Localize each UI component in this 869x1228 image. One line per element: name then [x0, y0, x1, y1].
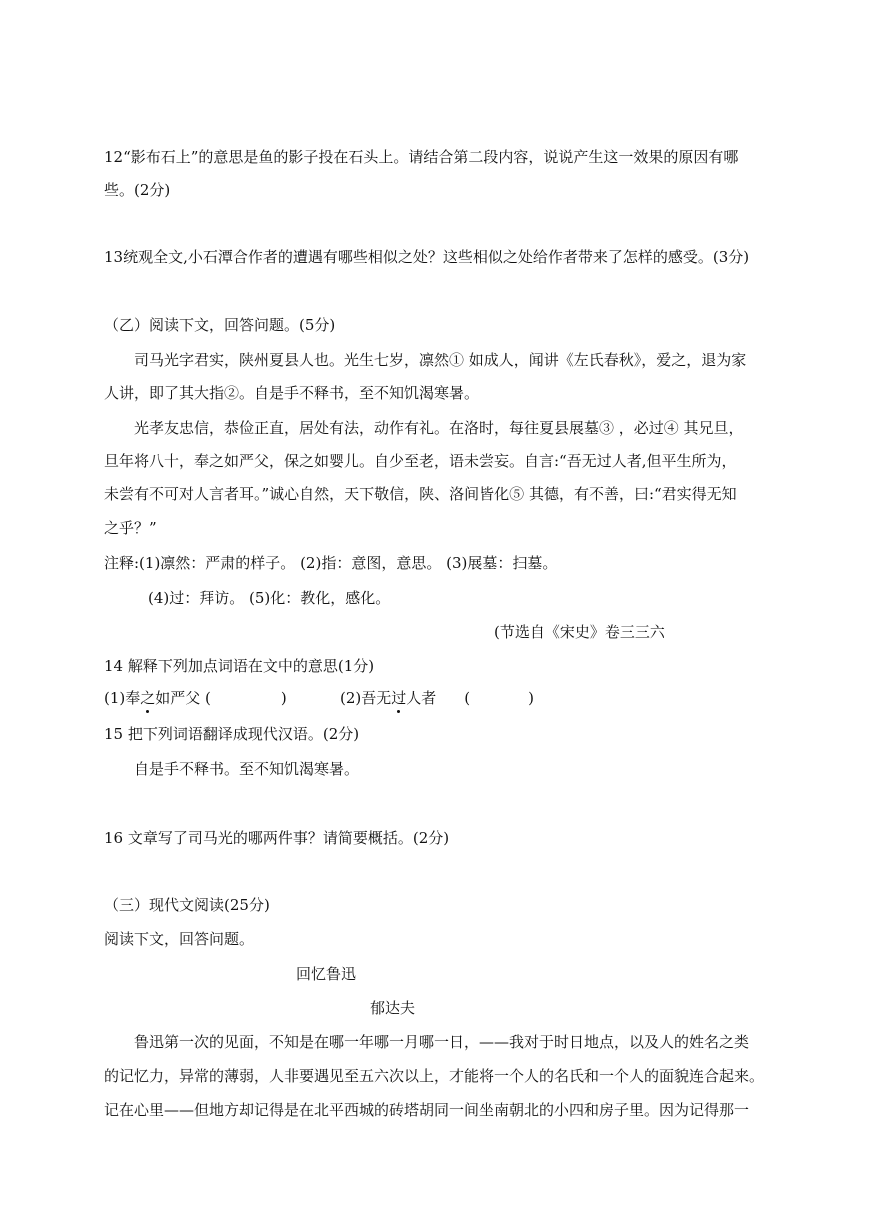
- q14-item-2: [340, 688, 534, 708]
- q14-item-2-close-paren: ): [528, 689, 534, 707]
- part-b-paragraph-2-line-2: 旦年将八十，奉之如严父，保之如婴儿。自少至老，语未尝妄。自言:“吾无过人者,但平生所为，: [104, 452, 737, 470]
- part-b-heading: （乙）阅读下文，回答问题。(5分): [104, 316, 336, 334]
- q12-line-1: 12“影布石上”的意思是鱼的影子投在石头上。请结合第二段内容，说说产生这一效果的原因有哪: [104, 148, 739, 166]
- article-paragraph-1-line-1: 鲁迅第一次的见面，不知是在哪一年哪一月哪一日，——我对于时日地点，以及人的姓名之类: [134, 1033, 750, 1051]
- notes-line-1: 注释:(1)凛然：严肃的样子。 (2)指：意图，意思。 (3)展墓：扫墓。: [104, 554, 558, 572]
- part-b-paragraph-2-line-3: 未尝有不可对人言者耳。”诚心自然，天下敬信，陕、洛间皆化⑤ 其德，有不善，曰:“君实得无知: [104, 485, 737, 503]
- q12-line-2: 些。(2分): [104, 181, 171, 199]
- part-b-paragraph-1-line-2: 人讲，即了其大指②。自是手不释书，至不知饥渴寒暑。: [104, 384, 480, 402]
- q16-title: 16 文章写了司马光的哪两件事？请简要概括。(2分): [104, 829, 450, 847]
- article-paragraph-1-line-3: 记在心里——但地方却记得是在北平西城的砖塔胡同一间坐南朝北的小四和房子里。因为记得那一: [104, 1101, 750, 1119]
- q14-item-2-open-paren: (: [464, 689, 471, 707]
- part-c-heading: （三）现代文阅读(25分): [104, 896, 270, 914]
- article-paragraph-1-line-2: 的记忆力，异常的薄弱，人非要遇见至五六次以上，才能将一个人的名氏和一个人的面貌连合起来。: [104, 1067, 765, 1085]
- q14-item-1: [104, 688, 287, 708]
- q14-item-1-close-paren: ): [280, 689, 287, 707]
- notes-line-2: (4)过：拜访。 (5)化：教化，感化。: [148, 589, 391, 607]
- q14-item-2-prefix: (2)吾无: [340, 689, 392, 707]
- q14-item-2-suffix: 人者: [406, 689, 437, 707]
- q14-item-1-suffix: 如严父 (: [155, 689, 211, 707]
- q13-line-1: 13统观全文,小石潭合作者的遭遇有哪些相似之处？这些相似之处给作者带来了怎样的感受。(3分): [104, 248, 750, 266]
- part-b-paragraph-2-line-4: 之乎？”: [104, 519, 157, 537]
- q14-item-1-prefix: (1)奉: [104, 689, 141, 707]
- q14-item-2-dotted-word: 过: [391, 689, 407, 707]
- q15-title: 15 把下列词语翻译成现代汉语。(2分): [104, 725, 360, 743]
- source-citation: (节选自《宋史》卷三三六: [494, 623, 665, 641]
- part-c-instruction: 阅读下文，回答问题。: [104, 930, 255, 948]
- article-author: 郁达夫: [370, 999, 416, 1017]
- article-title: 回忆鲁迅: [296, 965, 357, 983]
- part-b-paragraph-1-line-1: 司马光字君实，陕州夏县人也。光生七岁，凛然① 如成人，闻讲《左氏春秋》，爱之，退为家: [134, 351, 747, 369]
- q15-sentence: 自是手不释书。至不知饥渴寒暑。: [134, 760, 360, 778]
- part-b-paragraph-2-line-1: 光孝友忠信，恭俭正直，居处有法，动作有礼。在洛时，每往夏县展墓③ ，必过④ 其兄旦，: [134, 419, 744, 437]
- q14-item-1-dotted-word: 之: [140, 689, 156, 707]
- q14-title: 14 解释下列加点词语在文中的意思(1分): [104, 657, 375, 675]
